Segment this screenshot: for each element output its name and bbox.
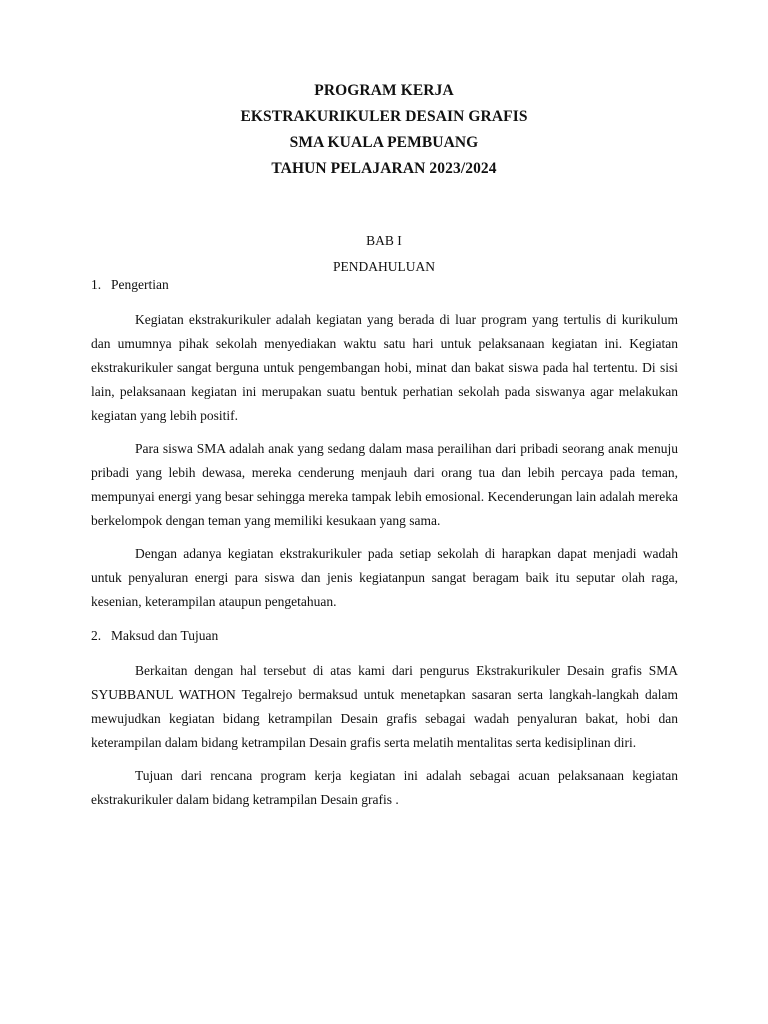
section-heading-maksud-tujuan <box>91 624 678 648</box>
paragraph: Kegiatan ekstrakurikuler adalah kegiatan yang berada di luar program yang tertulis di kurikulum dan umumnya pihak sekolah menyediakan waktu satu hari untuk pelaksanaan kegiatan ini. Kegiatan ekstrakurikuler sangat berguna untuk pengembangan hobi, minat dan bakat siswa pada hal tertentu. Di sisi lain, pelaksanaan kegiatan ini merupakan suatu bentuk perhatian sekolah pada siswanya agar melakukan kegiatan yang lebih positif. <box>91 312 678 423</box>
paragraph: Tujuan dari rencana program kerja kegiatan ini adalah sebagai acuan pelaksanaan kegiatan ekstrakurikuler dalam bidang ketrampilan Desain grafis . <box>91 768 678 807</box>
title-line-school: SMA KUALA PEMBUANG <box>289 134 479 151</box>
title-line-program: PROGRAM KERJA <box>314 82 454 99</box>
section-title: Maksud dan Tujuan <box>111 628 219 643</box>
document-body <box>91 273 678 812</box>
title-line-extracurricular: EKSTRAKURIKULER DESAIN GRAFIS <box>240 108 528 125</box>
section-number: 2. <box>91 628 102 643</box>
title-line-academic-year: TAHUN PELAJARAN 2023/2024 <box>271 160 497 177</box>
paragraph: Para siswa SMA adalah anak yang sedang dalam masa perailihan dari pribadi seorang anak menuju pribadi yang lebih dewasa, mereka cenderung menjauh dari orang tua dan lebih percaya pada teman, mempunyai energi yang besar sehingga mereka tampak lebih emosional. Kecenderungan lain adalah mereka berkelompok dengan teman yang memiliki kesukaan yang sama. <box>91 441 678 528</box>
paragraph: Dengan adanya kegiatan ekstrakurikuler pada setiap sekolah di harapkan dapat menjadi wadah untuk penyaluran energi para siswa dan jenis kegiatanpun sangat beragam baik itu seputar olah raga, kesenian, keterampilan ataupun pengetahuan. <box>91 546 678 609</box>
chapter-label: BAB I <box>366 233 402 248</box>
section-heading-pengertian <box>91 273 678 297</box>
section-title: Pengertian <box>111 277 169 292</box>
paragraph: Berkaitan dengan hal tersebut di atas kami dari pengurus Ekstrakurikuler Desain grafis SMA SYUBBANUL WATHON Tegalrejo bermaksud untuk menetapkan sasaran serta langkah-langkah dalam mewujudkan kegiatan bidang ketrampilan Desain grafis sebagai wadah penyaluran bakat, hobi dan keterampilan dalam bidang ketrampilan Desain grafis serta melatih mentalitas serta kedisiplinan diri. <box>91 663 678 750</box>
document-title <box>0 78 768 182</box>
section-number: 1. <box>91 277 102 292</box>
chapter-name: PENDAHULUAN <box>333 259 435 274</box>
